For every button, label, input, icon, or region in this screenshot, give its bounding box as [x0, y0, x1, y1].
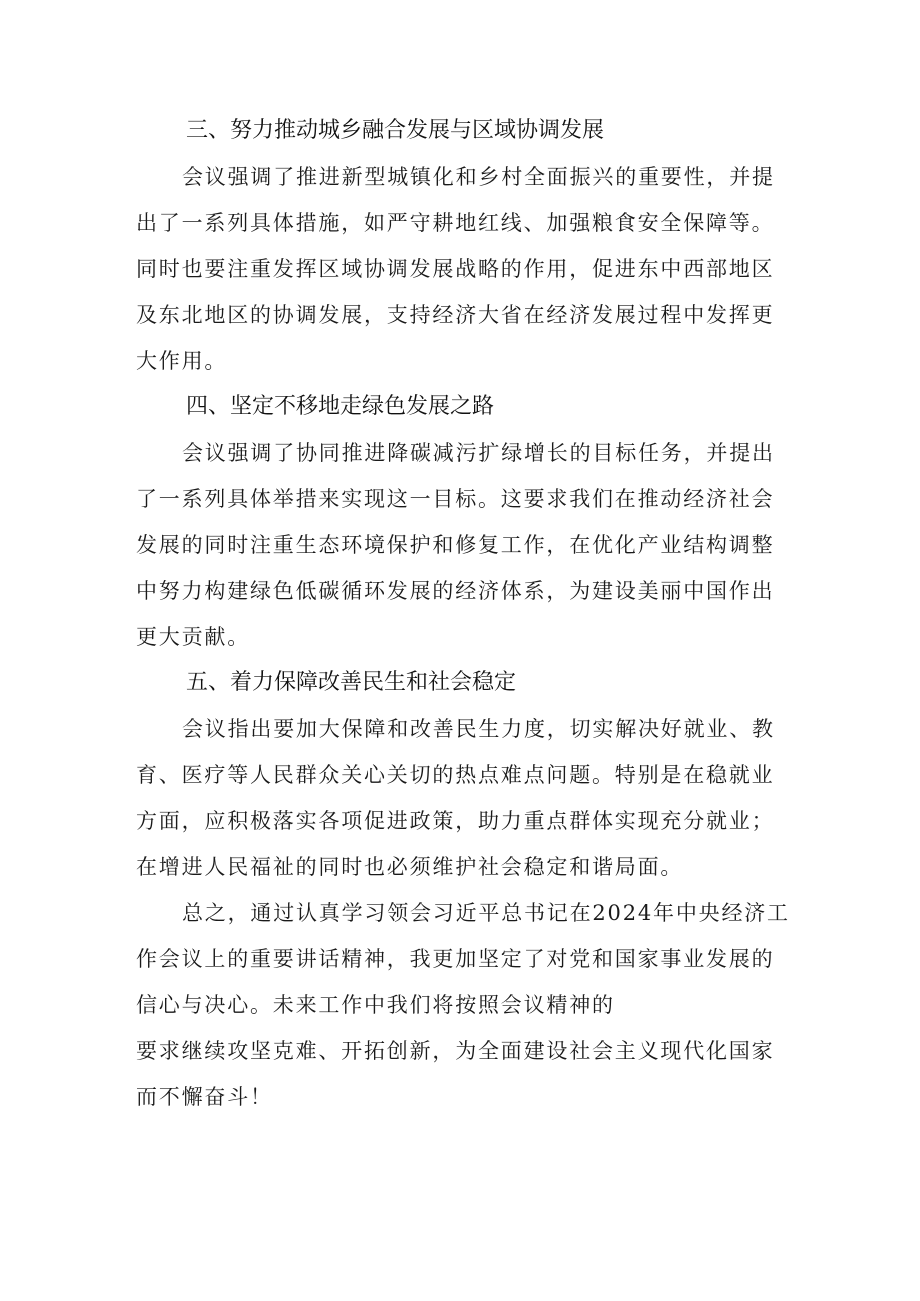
paragraph-line: 了一系列具体举措来实现这一目标。这要求我们在推动经济社会	[136, 487, 775, 511]
paragraph-line: 会议强调了推进新型城镇化和乡村全面振兴的重要性，并提	[182, 165, 775, 189]
section-heading-5: 五、着力保障改善民生和社会稳定	[186, 670, 517, 695]
paragraph-line: 大作用。	[136, 349, 228, 373]
section-heading-3: 三、努力推动城乡融合发展与区域协调发展	[186, 118, 605, 143]
paragraph-line: 在增进人民福祉的同时也必须维护社会稳定和谐局面。	[136, 855, 684, 879]
paragraph-line: 出了一系列具体措施，如严守耕地红线、加强粮食安全保障等。	[136, 211, 775, 235]
paragraph-line: 更大贡献。	[136, 625, 250, 649]
paragraph-line: 同时也要注重发挥区域协调发展战略的作用，促进东中西部地区	[136, 257, 775, 281]
paragraph-line: 要求继续攻坚克难、开拓创新，为全面建设社会主义现代化国家	[136, 1039, 775, 1063]
paragraph-line: 总之，通过认真学习领会习近平总书记在2024年中央经济工	[182, 901, 790, 925]
section-paragraph-5	[136, 706, 786, 890]
paragraph-line: 育、医疗等人民群众关心关切的热点难点问题。特别是在稳就业	[136, 763, 775, 787]
paragraph-line: 发展的同时注重生态环境保护和修复工作，在优化产业结构调整	[136, 533, 775, 557]
paragraph-line: 方面，应积极落实各项促进政策，助力重点群体实现充分就业；	[136, 809, 775, 833]
paragraph-line: 会议指出要加大保障和改善民生力度，切实解决好就业、教	[182, 717, 775, 741]
document-body	[136, 108, 790, 1120]
conclusion-paragraph	[136, 890, 790, 1120]
paragraph-line: 信心与决心。未来工作中我们将按照会议精神的	[136, 993, 615, 1017]
section-paragraph-4	[136, 430, 786, 660]
paragraph-line: 而不懈奋斗！	[136, 1085, 273, 1109]
section-heading-4: 四、坚定不移地走绿色发展之路	[186, 394, 495, 419]
section-paragraph-3	[136, 154, 786, 384]
paragraph-line: 中努力构建绿色低碳循环发展的经济体系，为建设美丽中国作出	[136, 579, 775, 603]
paragraph-line: 作会议上的重要讲话精神，我更加坚定了对党和国家事业发展的	[136, 947, 775, 971]
paragraph-line: 及东北地区的协调发展，支持经济大省在经济发展过程中发挥更	[136, 303, 775, 327]
paragraph-line: 会议强调了协同推进降碳减污扩绿增长的目标任务，并提出	[182, 441, 775, 465]
